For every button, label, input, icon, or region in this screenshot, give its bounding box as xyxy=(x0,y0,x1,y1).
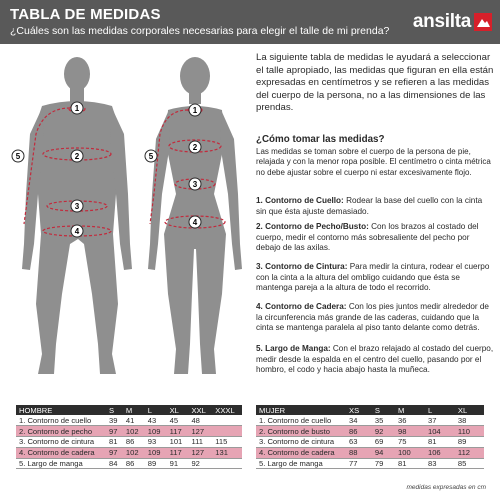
table-cell: 35 xyxy=(372,415,395,426)
table-cell: 100 xyxy=(395,447,425,458)
table-cell: 111 xyxy=(188,437,212,448)
step-hip-title: 4. Contorno de Cadera: xyxy=(256,302,347,311)
row-label: 5. Largo de manga xyxy=(256,458,346,469)
table-cell: 91 xyxy=(167,458,189,469)
row-label: 2. Contorno de pecho xyxy=(16,426,106,437)
step-neck-text: Rodear la base del cuello con la cinta sin que ésta ajuste demasiado. xyxy=(256,196,483,216)
table-row xyxy=(16,426,242,437)
row-label: 5. Largo de manga xyxy=(16,458,106,469)
step-sleeve-text: Con el brazo relajado al costado del cuerpo, medir desde la espalda en el centro del cuello, pasando por el hombro, el codo y hacia abajo hasta la muñeca. xyxy=(256,344,494,375)
row-label: 1. Contorno de cuello xyxy=(16,415,106,426)
row-label: 1. Contorno de cuello xyxy=(256,415,346,426)
table-cell xyxy=(212,458,242,469)
table-row xyxy=(16,437,242,448)
table-cell xyxy=(212,426,242,437)
header-cell: M xyxy=(395,405,425,415)
table-cell: 89 xyxy=(455,437,484,448)
step-sleeve xyxy=(256,344,494,376)
header-cell: L xyxy=(145,405,167,415)
header-cell: HOMBRE xyxy=(16,405,106,415)
table-cell: 83 xyxy=(425,458,455,469)
step-chest xyxy=(256,222,494,254)
table-cell: 131 xyxy=(212,447,242,458)
body-figures xyxy=(0,44,248,396)
table-cell: 117 xyxy=(167,447,189,458)
header-cell: XS xyxy=(346,405,372,415)
marker-3-male: 3 xyxy=(74,202,80,211)
step-sleeve-title: 5. Largo de Manga: xyxy=(256,344,331,353)
row-label: 3. Contorno de cintura xyxy=(16,437,106,448)
table-cell: 43 xyxy=(145,415,167,426)
table-cell: 37 xyxy=(425,415,455,426)
table-cell: 110 xyxy=(455,426,484,437)
table-cell: 97 xyxy=(106,447,123,458)
table-row xyxy=(16,447,242,458)
marker-4-male: 4 xyxy=(74,227,80,236)
table-cell: 106 xyxy=(425,447,455,458)
table-cell: 81 xyxy=(395,458,425,469)
table-cell: 109 xyxy=(145,426,167,437)
table-cell: 86 xyxy=(123,458,145,469)
table-cell: 48 xyxy=(188,415,212,426)
table-cell: 38 xyxy=(455,415,484,426)
table-cell xyxy=(212,415,242,426)
header-bar xyxy=(0,0,500,44)
table-cell: 98 xyxy=(395,426,425,437)
step-waist-text: Para medir la cintura, rodear el cuerpo con la cinta a la altura del ombligo cuidando que ésta se mantenga pareja a la altura de todo el recorrido. xyxy=(256,262,490,293)
table-row xyxy=(256,437,484,448)
table-cell: 109 xyxy=(145,447,167,458)
table-cell: 102 xyxy=(123,447,145,458)
table-cell: 79 xyxy=(372,458,395,469)
header-cell: M xyxy=(123,405,145,415)
marker-2-female: 2 xyxy=(192,143,198,152)
marker-5-male: 5 xyxy=(15,152,21,161)
table-cell: 88 xyxy=(346,447,372,458)
brand-logo xyxy=(413,11,492,33)
header-cell: S xyxy=(372,405,395,415)
table-cell: 85 xyxy=(455,458,484,469)
step-neck-title: 1. Contorno de Cuello: xyxy=(256,196,344,205)
women-size-table xyxy=(256,405,484,469)
step-waist-title: 3. Contorno de Cintura: xyxy=(256,262,348,271)
table-cell: 127 xyxy=(188,426,212,437)
table-cell: 86 xyxy=(123,437,145,448)
table-cell: 115 xyxy=(212,437,242,448)
table-footnote: medidas expresadas en cm xyxy=(406,484,486,491)
table-cell: 97 xyxy=(106,426,123,437)
step-chest-title: 2. Contorno de Pecho/Busto: xyxy=(256,222,369,231)
table-cell: 81 xyxy=(106,437,123,448)
table-cell: 45 xyxy=(167,415,189,426)
table-row xyxy=(256,426,484,437)
table-cell: 102 xyxy=(123,426,145,437)
header-cell: MUJER xyxy=(256,405,346,415)
table-cell: 75 xyxy=(395,437,425,448)
page-title: TABLA DE MEDIDAS xyxy=(10,6,161,23)
table-cell: 36 xyxy=(395,415,425,426)
how-to-measure-text: Las medidas se toman sobre el cuerpo de la persona de pie, relajada y con la menor ropa posible. El centímetro o cinta métrica no debe ajustar sobre el cuerpo ni estar excesivamente flojo. xyxy=(256,147,491,177)
header-cell: XL xyxy=(455,405,484,415)
table-cell: 77 xyxy=(346,458,372,469)
table-cell: 112 xyxy=(455,447,484,458)
table-cell: 86 xyxy=(346,426,372,437)
header-cell: XXL xyxy=(188,405,212,415)
table-cell: 92 xyxy=(372,426,395,437)
table-row xyxy=(256,415,484,426)
table-row xyxy=(16,458,242,469)
step-hip xyxy=(256,302,494,334)
header-cell: XXXL xyxy=(212,405,242,415)
mountain-icon xyxy=(474,13,492,31)
step-hip-text: Con los pies juntos medir alrededor de la circunferencia más grande de las caderas, cuidando que la cinta se mantenga paralela al piso tanto delante como detrás. xyxy=(256,302,489,333)
brand-name: ansilta xyxy=(412,11,471,32)
table-cell: 41 xyxy=(123,415,145,426)
marker-1-male: 1 xyxy=(74,104,80,113)
marker-5-female: 5 xyxy=(148,152,154,161)
table-cell: 34 xyxy=(346,415,372,426)
table-cell: 69 xyxy=(372,437,395,448)
row-label: 4. Contorno de cadera xyxy=(16,447,106,458)
table-cell: 104 xyxy=(425,426,455,437)
row-label: 4. Contorno de cadera xyxy=(256,447,346,458)
row-label: 3. Contorno de cintura xyxy=(256,437,346,448)
row-label: 2. Contorno de busto xyxy=(256,426,346,437)
table-row xyxy=(16,415,242,426)
table-cell: 84 xyxy=(106,458,123,469)
marker-3-female: 3 xyxy=(192,180,198,189)
intro-paragraph: La siguiente tabla de medidas le ayudará a seleccionar el talle apropiado, las medidas que figuran en ella están expresadas en centímetros y se refieren a las medidas del cuerpo de la persona, no a las dimensiones de las prendas. xyxy=(256,52,494,114)
table-header-row xyxy=(256,405,484,415)
table-cell: 101 xyxy=(167,437,189,448)
table-row xyxy=(256,447,484,458)
table-cell: 117 xyxy=(167,426,189,437)
table-cell: 89 xyxy=(145,458,167,469)
men-size-table xyxy=(16,405,242,469)
table-cell: 93 xyxy=(145,437,167,448)
marker-2-male: 2 xyxy=(74,152,80,161)
table-cell: 92 xyxy=(188,458,212,469)
table-cell: 39 xyxy=(106,415,123,426)
table-cell: 127 xyxy=(188,447,212,458)
table-cell: 94 xyxy=(372,447,395,458)
table-header-row xyxy=(16,405,242,415)
header-cell: L xyxy=(425,405,455,415)
step-waist xyxy=(256,262,494,294)
page-subtitle: ¿Cuáles son las medidas corporales necesarias para elegir el talle de mi prenda? xyxy=(10,25,390,37)
table-cell: 81 xyxy=(425,437,455,448)
header-cell: XL xyxy=(167,405,189,415)
step-chest-text: Con los brazos al costado del cuerpo, medir el contorno más sobresaliente del pecho por debajo de las axilas. xyxy=(256,222,479,253)
step-neck xyxy=(256,196,494,217)
table-row xyxy=(256,458,484,469)
marker-4-female: 4 xyxy=(192,218,198,227)
how-to-measure-title: ¿Cómo tomar las medidas? xyxy=(256,134,385,145)
marker-1-female: 1 xyxy=(192,106,198,115)
table-cell: 63 xyxy=(346,437,372,448)
header-cell: S xyxy=(106,405,123,415)
